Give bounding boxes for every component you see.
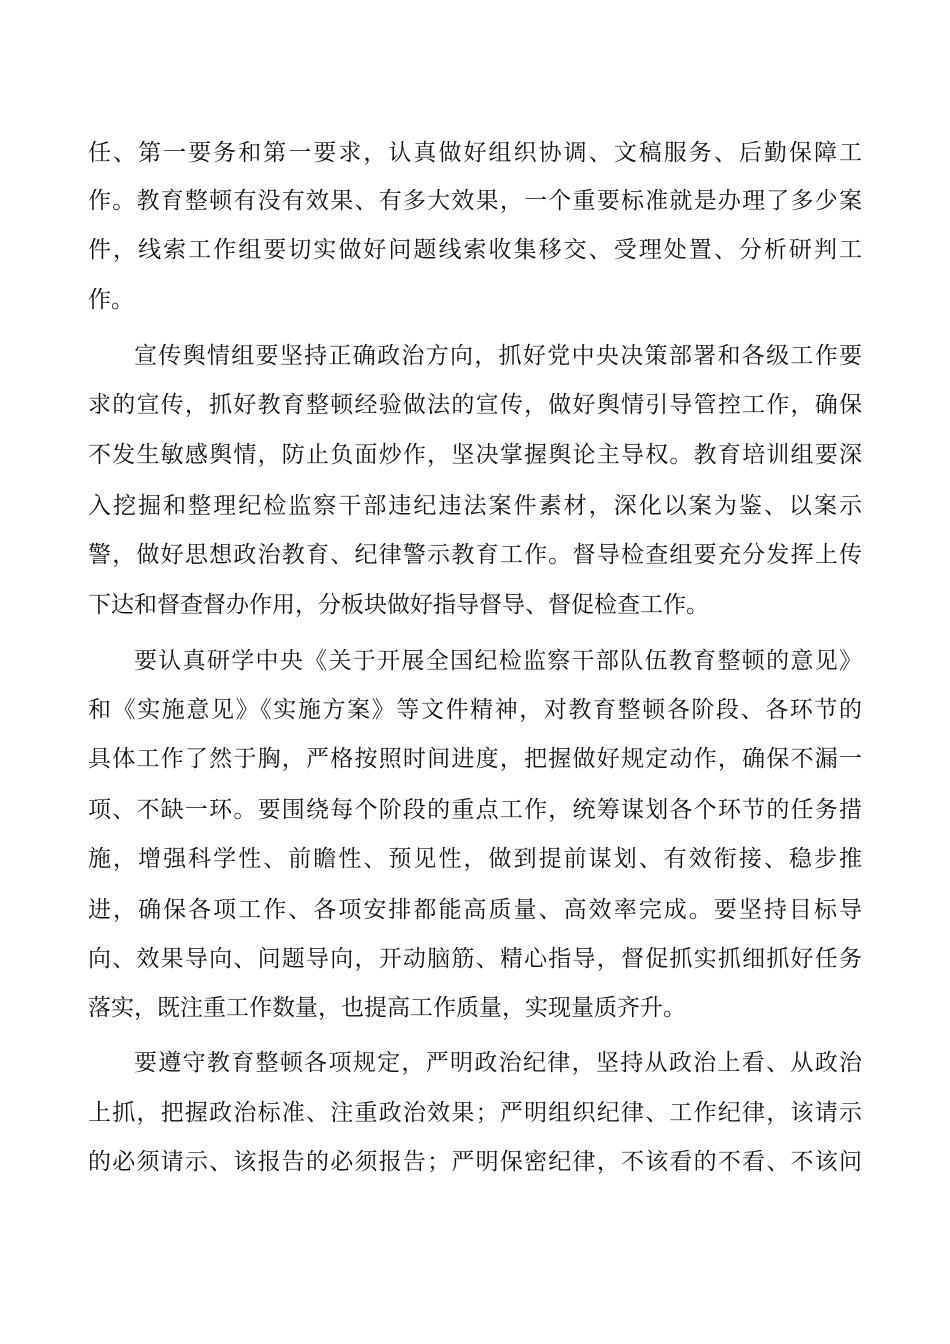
text-line: 上抓，把握政治标准、注重政治效果；严明组织纪律、工作纪律，该请示	[88, 1100, 862, 1126]
text-line: 任、第一要务和第一要求，认真做好组织协调、文稿服务、后勤保障工	[88, 140, 862, 166]
text-line: 项、不缺一环。要围绕每个阶段的重点工作，统筹谋划各个环节的任务措	[88, 797, 862, 823]
text-line: 向、效果导向、问题导向，开动脑筋、精心指导，督促抓实抓细抓好任务	[88, 946, 862, 972]
text-line: 的必须请示、该报告的必须报告；严明保密纪律，不该看的不看、不该问	[88, 1149, 862, 1175]
paragraph-start-line: 要认真研学中央《关于开展全国纪检监察干部队伍教育整顿的意见》	[134, 648, 862, 674]
text-line: 入挖掘和整理纪检监察干部违纪违法案件素材，深化以案为鉴、以案示	[88, 493, 862, 519]
text-line: 进，确保各项工作、各项安排都能高质量、高效率完成。要坚持目标导	[88, 897, 862, 923]
text-line: 件，线索工作组要切实做好问题线索收集移交、受理处置、分析研判工	[88, 237, 862, 263]
text-line: 落实，既注重工作数量，也提高工作质量，实现量质齐升。	[88, 995, 686, 1021]
text-line: 具体工作了然于胸，严格按照时间进度，把握做好规定动作，确保不漏一	[88, 746, 862, 772]
paragraph-start-line: 宣传舆情组要坚持正确政治方向，抓好党中央决策部署和各级工作要	[134, 343, 862, 369]
text-line: 和《实施意见》《实施方案》等文件精神，对教育整顿各阶段、各环节的	[88, 697, 862, 723]
text-line: 作。	[88, 287, 134, 313]
text-line: 警，做好思想政治教育、纪律警示教育工作。督导检查组要充分发挥上传	[88, 542, 862, 568]
text-line: 作。教育整顿有没有效果、有多大效果，一个重要标准就是办理了多少案	[88, 188, 862, 214]
text-line: 求的宣传，抓好教育整顿经验做法的宣传，做好舆情引导管控工作，确保	[88, 392, 862, 418]
text-line: 下达和督查督办作用，分板块做好指导督导、督促检查工作。	[88, 592, 709, 618]
text-line: 不发生敏感舆情，防止负面炒作，坚决掌握舆论主导权。教育培训组要深	[88, 442, 862, 468]
text-line: 施，增强科学性、前瞻性、预见性，做到提前谋划、有效衔接、稳步推	[88, 846, 862, 872]
paragraph-start-line: 要遵守教育整顿各项规定，严明政治纪律，坚持从政治上看、从政治	[134, 1050, 862, 1076]
